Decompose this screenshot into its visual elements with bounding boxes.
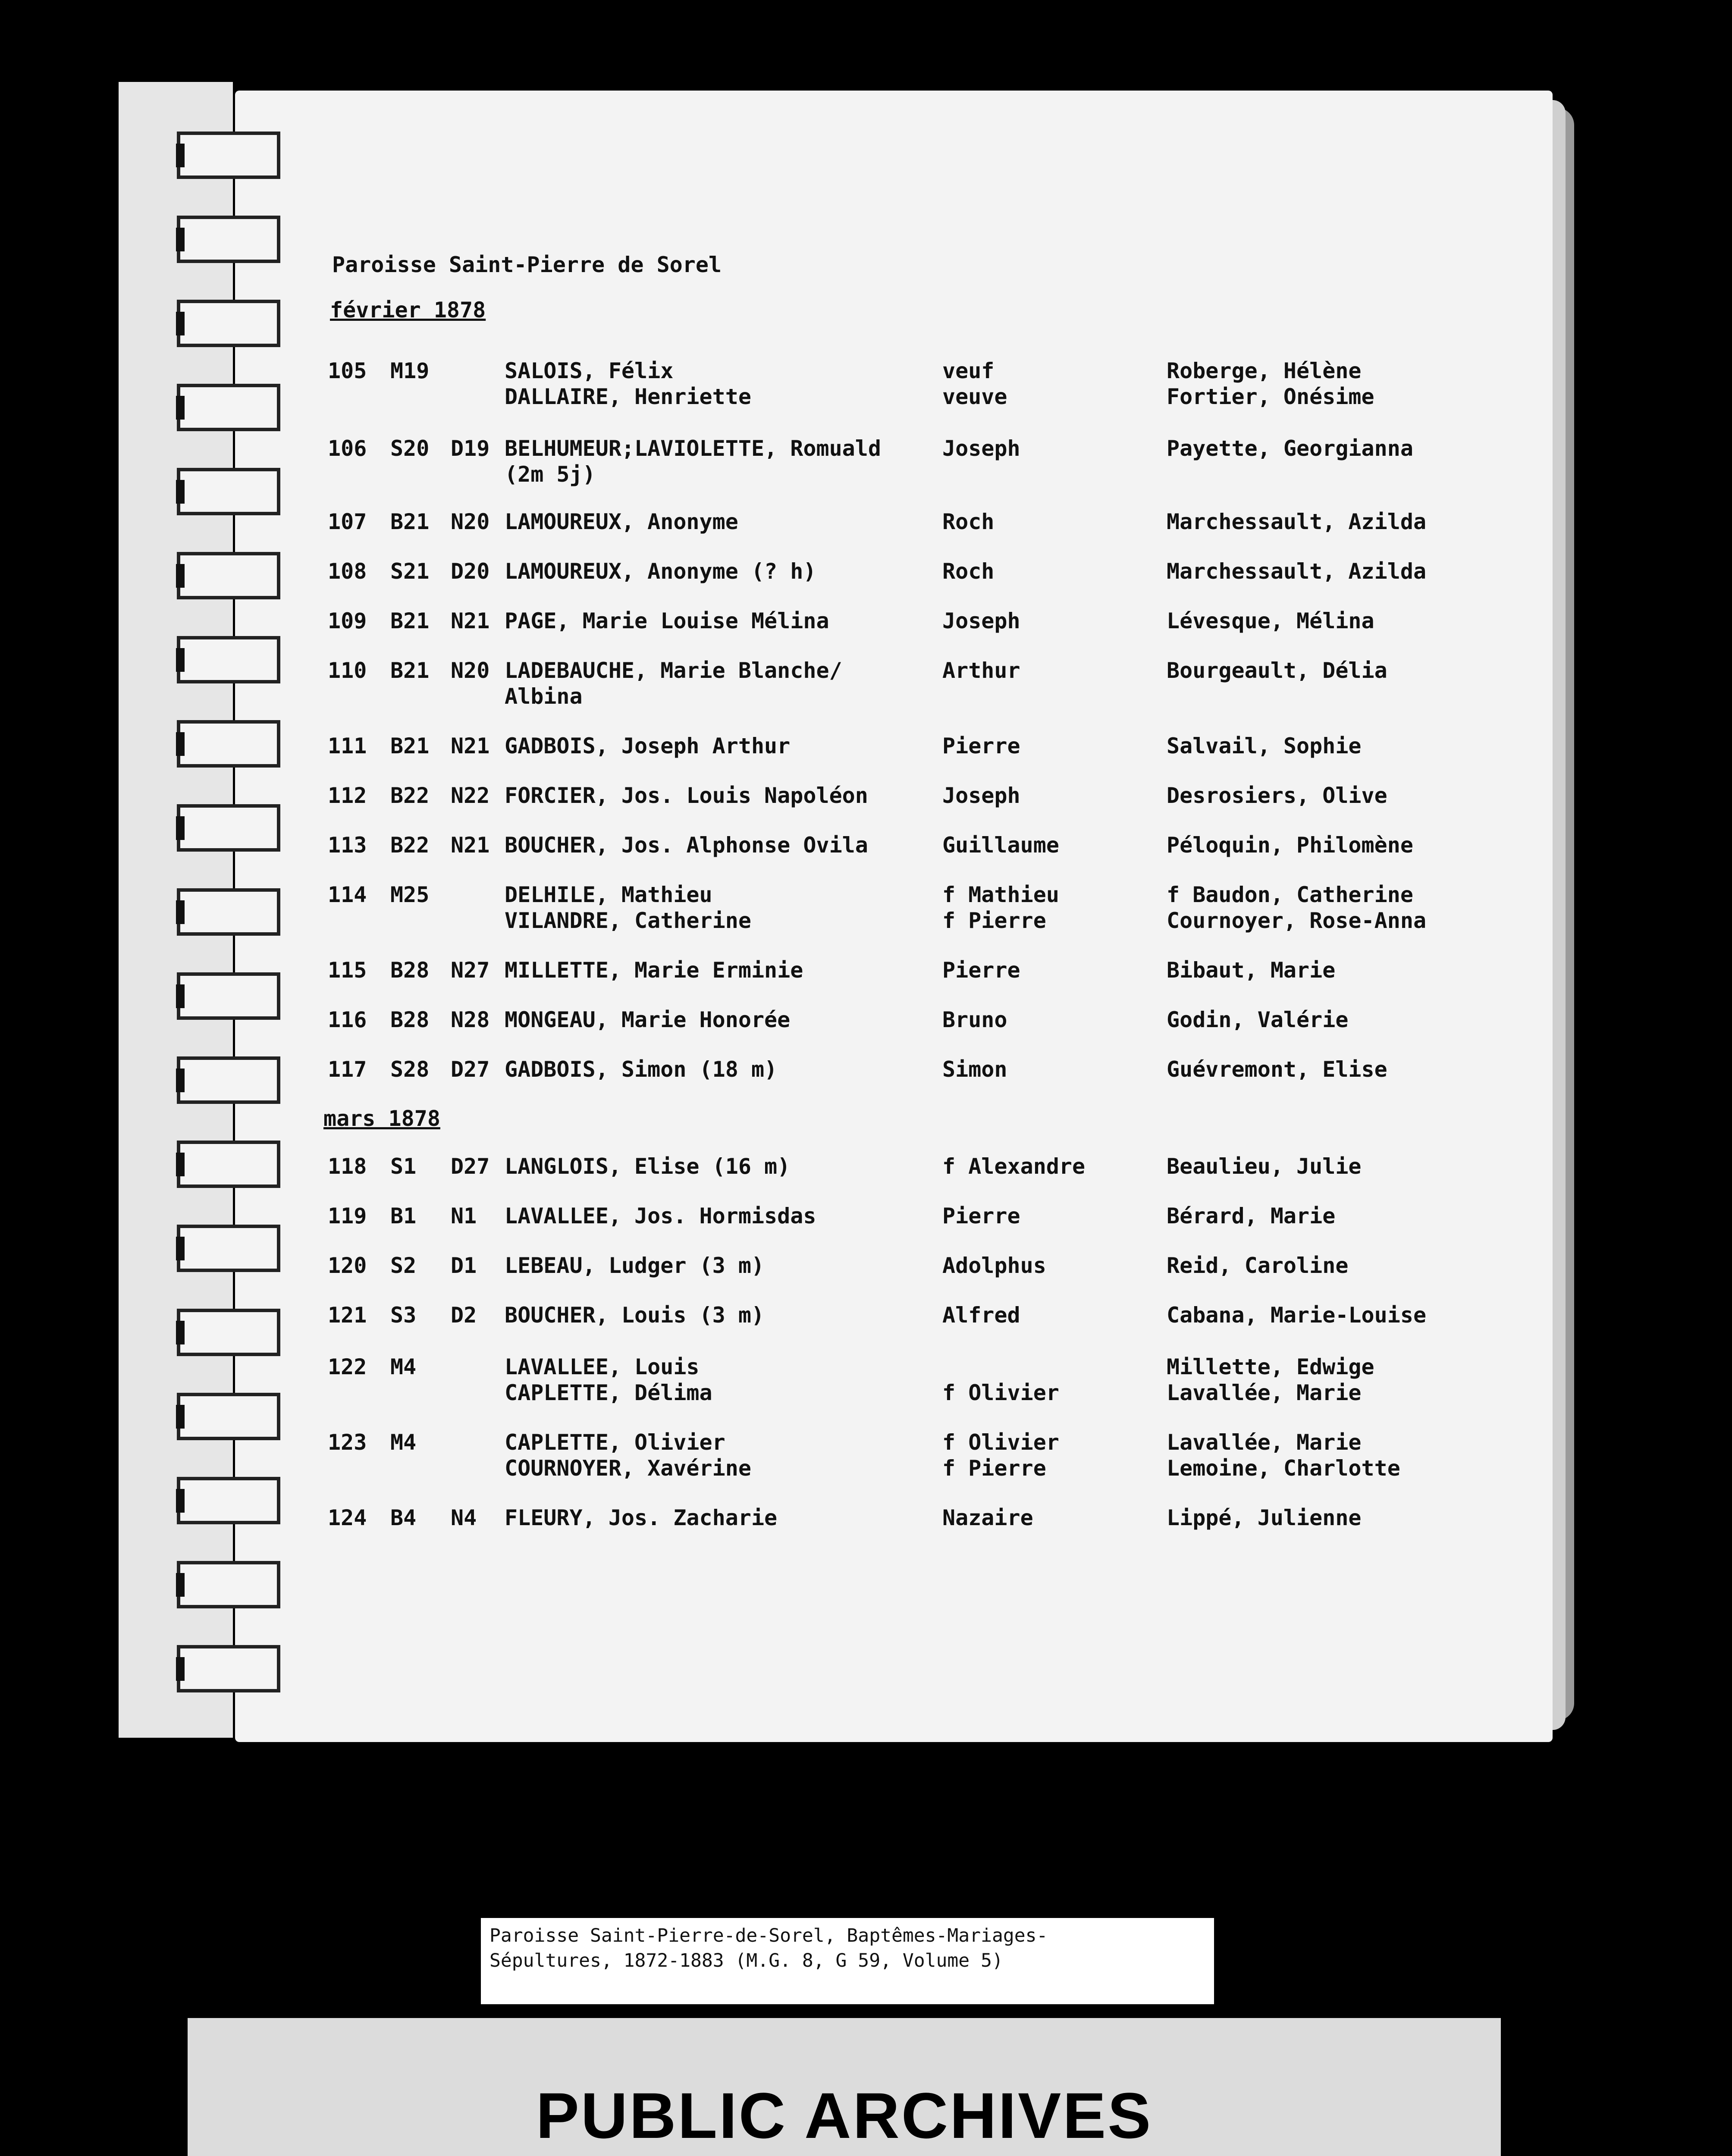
record-father: Bruno: [942, 1007, 1007, 1032]
record-father: Simon: [942, 1057, 1007, 1082]
record-mother: Roberge, Hélène: [1167, 358, 1362, 383]
record-event: N22: [451, 783, 490, 808]
record-no: 112: [328, 783, 367, 808]
record-father: Adolphus: [942, 1253, 1046, 1278]
month-heading: février 1878: [330, 298, 486, 323]
record-event: N20: [451, 658, 490, 683]
record-type: B22: [390, 833, 430, 858]
record-type: M19: [390, 358, 430, 383]
binder-ring: [177, 300, 280, 347]
record-mother: Salvail, Sophie: [1167, 733, 1362, 758]
record-father: Roch: [942, 509, 995, 534]
record-type: B1: [390, 1203, 417, 1228]
record-name: FORCIER, Jos. Louis Napoléon: [505, 783, 868, 808]
record-no: 120: [328, 1253, 367, 1278]
record-no: 108: [328, 559, 367, 584]
record-event: N27: [451, 958, 490, 983]
record-father: veuf: [942, 358, 995, 383]
record-father: Pierre: [942, 733, 1020, 758]
record-mother: Fortier, Onésime: [1167, 384, 1374, 409]
record-name: BOUCHER, Jos. Alphonse Ovila: [505, 833, 868, 858]
record-name: LAVALLEE, Jos. Hormisdas: [505, 1203, 816, 1228]
record-father: veuve: [942, 384, 1007, 409]
record-type: B28: [390, 1007, 430, 1032]
record-name: PAGE, Marie Louise Mélina: [505, 608, 829, 633]
record-father: Joseph: [942, 608, 1020, 633]
record-no: 122: [328, 1354, 367, 1379]
record-mother: Lévesque, Mélina: [1167, 608, 1374, 633]
record-type: B22: [390, 783, 430, 808]
record-type: B21: [390, 733, 430, 758]
record-type: M25: [390, 882, 430, 907]
record-mother: Guévremont, Elise: [1167, 1057, 1387, 1082]
record-event: D27: [451, 1154, 490, 1179]
binder-ring: [177, 1056, 280, 1104]
record-type: B21: [390, 658, 430, 683]
month-heading: mars 1878: [323, 1106, 440, 1131]
binder-ring: [177, 1477, 280, 1524]
record-father: f Olivier: [942, 1430, 1059, 1455]
record-type: B28: [390, 958, 430, 983]
caption-line-1: Paroisse Saint-Pierre-de-Sorel, Baptêmes-Mariages-: [489, 1925, 1048, 1946]
parish-heading: Paroisse Saint-Pierre de Sorel: [332, 252, 722, 277]
record-name: COURNOYER, Xavérine: [505, 1456, 751, 1481]
record-father: Roch: [942, 559, 995, 584]
binder-ring: [177, 720, 280, 768]
record-type: S3: [390, 1303, 417, 1328]
record-no: 110: [328, 658, 367, 683]
record-name: GADBOIS, Simon (18 m): [505, 1057, 778, 1082]
caption-line-2: Sépultures, 1872-1883 (M.G. 8, G 59, Volume 5): [489, 1950, 1003, 1971]
record-name: (2m 5j): [505, 462, 596, 487]
record-father: Joseph: [942, 436, 1020, 461]
record-event: D2: [451, 1303, 477, 1328]
binder-ring: [177, 888, 280, 936]
record-name: BELHUMEUR;LAVIOLETTE, Romuald: [505, 436, 881, 461]
record-mother: Bourgeault, Délia: [1167, 658, 1387, 683]
record-no: 117: [328, 1057, 367, 1082]
record-father: f Alexandre: [942, 1154, 1086, 1179]
record-mother: Péloquin, Philomène: [1167, 833, 1413, 858]
record-type: S21: [390, 559, 430, 584]
record-name: LADEBAUCHE, Marie Blanche/: [505, 658, 842, 683]
binder-ring: [177, 552, 280, 599]
record-event: N20: [451, 509, 490, 534]
record-no: 115: [328, 958, 367, 983]
record-mother: Marchessault, Azilda: [1167, 559, 1427, 584]
record-type: S28: [390, 1057, 430, 1082]
record-name: LAMOUREUX, Anonyme (? h): [505, 559, 816, 584]
record-no: 111: [328, 733, 367, 758]
binder-ring: [177, 1393, 280, 1440]
record-event: N21: [451, 733, 490, 758]
record-no: 124: [328, 1505, 367, 1530]
record-mother: Lemoine, Charlotte: [1167, 1456, 1400, 1481]
record-father: f Pierre: [942, 1456, 1046, 1481]
record-name: SALOIS, Félix: [505, 358, 674, 383]
record-name: LANGLOIS, Elise (16 m): [505, 1154, 791, 1179]
record-name: MONGEAU, Marie Honorée: [505, 1007, 791, 1032]
record-mother: Godin, Valérie: [1167, 1007, 1349, 1032]
record-no: 123: [328, 1430, 367, 1455]
record-type: B21: [390, 608, 430, 633]
binder-ring: [177, 384, 280, 431]
record-type: S20: [390, 436, 430, 461]
record-father: Alfred: [942, 1303, 1020, 1328]
record-event: N21: [451, 608, 490, 633]
record-name: MILLETTE, Marie Erminie: [505, 958, 803, 983]
record-name: VILANDRE, Catherine: [505, 908, 751, 933]
record-mother: Lavallée, Marie: [1167, 1430, 1362, 1455]
record-father: Arthur: [942, 658, 1020, 683]
record-father: Nazaire: [942, 1505, 1033, 1530]
record-name: CAPLETTE, Délima: [505, 1380, 712, 1405]
binder-ring: [177, 636, 280, 683]
record-type: B4: [390, 1505, 417, 1530]
record-mother: Millette, Edwige: [1167, 1354, 1374, 1379]
record-type: M4: [390, 1354, 417, 1379]
binder-ring: [177, 1309, 280, 1356]
record-event: D1: [451, 1253, 477, 1278]
record-father: f Olivier: [942, 1380, 1059, 1405]
binder-ring: [177, 468, 280, 515]
record-type: S1: [390, 1154, 417, 1179]
record-name: Albina: [505, 684, 583, 709]
binder-ring: [177, 216, 280, 263]
binder-ring: [177, 1141, 280, 1188]
record-event: N28: [451, 1007, 490, 1032]
record-mother: Cabana, Marie-Louise: [1167, 1303, 1427, 1328]
record-mother: Lavallée, Marie: [1167, 1380, 1362, 1405]
binder-ring: [177, 972, 280, 1020]
record-name: LEBEAU, Ludger (3 m): [505, 1253, 765, 1278]
microfilm-caption: [481, 1918, 1214, 2004]
archive-board: [188, 2018, 1501, 2156]
binder-ring: [177, 804, 280, 852]
binder-ring: [177, 1561, 280, 1608]
record-name: DELHILE, Mathieu: [505, 882, 712, 907]
record-mother: Bibaut, Marie: [1167, 958, 1336, 983]
record-name: LAVALLEE, Louis: [505, 1354, 700, 1379]
record-no: 121: [328, 1303, 367, 1328]
record-name: DALLAIRE, Henriette: [505, 384, 751, 409]
record-no: 114: [328, 882, 367, 907]
record-event: D19: [451, 436, 490, 461]
record-type: S2: [390, 1253, 417, 1278]
record-mother: Reid, Caroline: [1167, 1253, 1349, 1278]
record-no: 119: [328, 1203, 367, 1228]
record-mother: Bérard, Marie: [1167, 1203, 1336, 1228]
record-type: M4: [390, 1430, 417, 1455]
record-no: 105: [328, 358, 367, 383]
record-mother: f Baudon, Catherine: [1167, 882, 1413, 907]
record-event: N21: [451, 833, 490, 858]
record-event: D27: [451, 1057, 490, 1082]
binder-ring: [177, 132, 280, 179]
record-name: GADBOIS, Joseph Arthur: [505, 733, 791, 758]
binder-ring: [177, 1645, 280, 1692]
record-no: 113: [328, 833, 367, 858]
record-no: 109: [328, 608, 367, 633]
record-father: f Mathieu: [942, 882, 1059, 907]
record-mother: Lippé, Julienne: [1167, 1505, 1362, 1530]
record-no: 106: [328, 436, 367, 461]
record-name: LAMOUREUX, Anonyme: [505, 509, 738, 534]
record-name: FLEURY, Jos. Zacharie: [505, 1505, 778, 1530]
record-no: 107: [328, 509, 367, 534]
record-father: Guillaume: [942, 833, 1059, 858]
record-mother: Desrosiers, Olive: [1167, 783, 1387, 808]
record-mother: Marchessault, Azilda: [1167, 509, 1427, 534]
record-event: D20: [451, 559, 490, 584]
record-name: CAPLETTE, Olivier: [505, 1430, 725, 1455]
record-father: Pierre: [942, 1203, 1020, 1228]
record-father: f Pierre: [942, 908, 1046, 933]
board-line-1: PUBLIC ARCHIVES: [536, 2079, 1153, 2152]
record-mother: Beaulieu, Julie: [1167, 1154, 1362, 1179]
binder-ring: [177, 1225, 280, 1272]
record-mother: Payette, Georgianna: [1167, 436, 1413, 461]
record-mother: Cournoyer, Rose-Anna: [1167, 908, 1427, 933]
record-name: BOUCHER, Louis (3 m): [505, 1303, 765, 1328]
record-no: 118: [328, 1154, 367, 1179]
record-type: B21: [390, 509, 430, 534]
record-father: Pierre: [942, 958, 1020, 983]
record-no: 116: [328, 1007, 367, 1032]
record-event: N1: [451, 1203, 477, 1228]
record-father: Joseph: [942, 783, 1020, 808]
record-event: N4: [451, 1505, 477, 1530]
